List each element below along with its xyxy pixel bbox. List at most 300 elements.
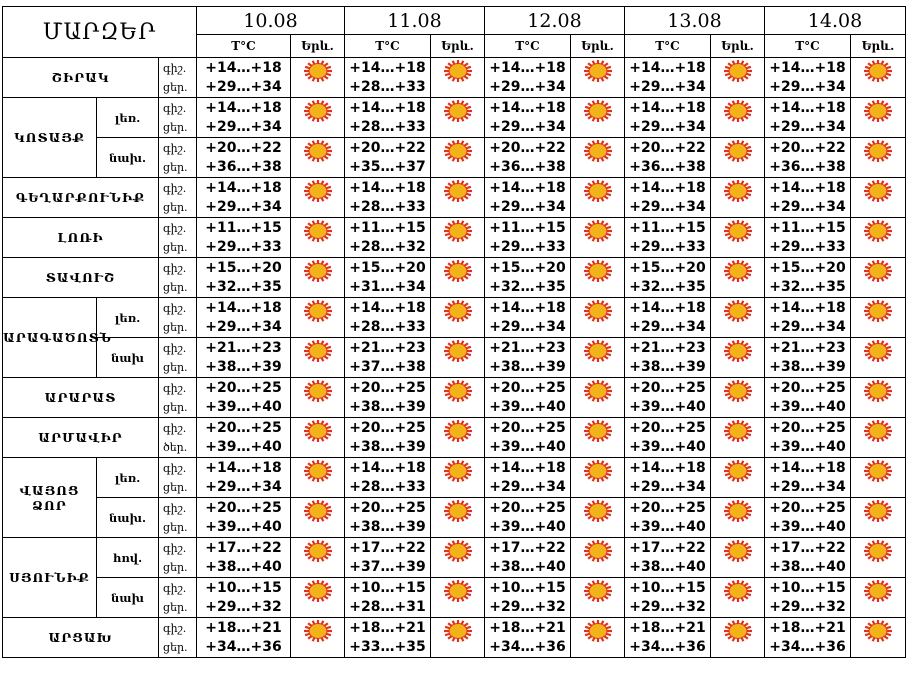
region-name: ՍՅՈՒՆԻՔ: [3, 538, 97, 618]
region-name: ՏԱՎՈՒՇ: [3, 258, 159, 298]
day-temp: +38…+39: [769, 358, 846, 375]
day-temp: +28…+33: [349, 118, 426, 135]
subregion-label: լեռ.: [97, 458, 159, 498]
night-temp: +21…+23: [205, 339, 282, 356]
day-label: ցեր.: [163, 200, 188, 214]
temp-cell: [765, 418, 851, 458]
sun-icon: [723, 508, 753, 527]
sun-icon: [443, 508, 473, 527]
temp-cell: [197, 98, 291, 138]
night-label: գիշ.: [163, 261, 187, 275]
weather-cell: [291, 298, 345, 338]
day-temp: +29…+34: [629, 198, 706, 215]
weather-cell: [291, 58, 345, 98]
night-temp: +17…+22: [349, 539, 426, 556]
temp-cell: [765, 98, 851, 138]
time-labels: [159, 138, 197, 178]
day-temp: +32…+35: [769, 278, 846, 295]
weather-cell: [851, 98, 906, 138]
sun-icon: [583, 348, 613, 367]
weather-cell: [431, 418, 485, 458]
time-labels: [159, 258, 197, 298]
night-temp: +15…+20: [629, 259, 706, 276]
night-temp: +20…+25: [489, 419, 566, 436]
region-name: ԱՐԱՐԱՏ: [3, 378, 159, 418]
weather-cell: [291, 98, 345, 138]
temp-cell: [197, 338, 291, 378]
day-temp: +39…+40: [205, 438, 282, 455]
time-labels: [159, 578, 197, 618]
sun-icon: [443, 628, 473, 647]
weather-cell: [431, 338, 485, 378]
temp-cell: [625, 298, 711, 338]
weather-cell: [571, 618, 625, 658]
night-temp: +14…+18: [349, 179, 426, 196]
temp-cell: [485, 618, 571, 658]
weather-cell: [291, 218, 345, 258]
night-temp: +11…+15: [205, 219, 282, 236]
day-temp: +29…+33: [489, 238, 566, 255]
temp-cell: [197, 218, 291, 258]
temp-cell: [485, 458, 571, 498]
sun-icon: [723, 308, 753, 327]
temp-cell: [485, 218, 571, 258]
time-labels: [159, 298, 197, 338]
weather-cell: [431, 578, 485, 618]
night-temp: +11…+15: [349, 219, 426, 236]
temp-col-header: T°C: [625, 35, 711, 58]
weather-cell: [711, 178, 765, 218]
temp-cell: [625, 58, 711, 98]
weather-cell: [851, 378, 906, 418]
sun-icon: [583, 108, 613, 127]
day-temp: +38…+39: [489, 358, 566, 375]
region-row: [3, 618, 906, 658]
day-temp: +32…+35: [489, 278, 566, 295]
night-temp: +14…+18: [769, 299, 846, 316]
day-temp: +29…+33: [769, 238, 846, 255]
region-row: [3, 298, 906, 338]
sun-icon: [583, 228, 613, 247]
subregion-label: նախ: [97, 578, 159, 618]
sun-icon: [303, 628, 333, 647]
night-temp: +14…+18: [769, 59, 846, 76]
day-temp: +38…+39: [205, 358, 282, 375]
night-temp: +21…+23: [769, 339, 846, 356]
day-temp: +36…+38: [489, 158, 566, 175]
regions-header: ՄԱՐԶԵՐ: [3, 7, 197, 58]
temp-cell: [345, 258, 431, 298]
sun-icon: [443, 68, 473, 87]
sun-icon: [723, 188, 753, 207]
region-row: [3, 98, 906, 138]
night-temp: +21…+23: [489, 339, 566, 356]
time-labels: [159, 618, 197, 658]
date-header: 13.08: [625, 7, 765, 35]
weather-cell: [851, 178, 906, 218]
region-row: [3, 338, 906, 378]
night-label: գիշ.: [163, 501, 187, 515]
weather-cell: [291, 378, 345, 418]
day-temp: +29…+32: [629, 598, 706, 615]
weather-cell: [851, 258, 906, 298]
temp-cell: [197, 58, 291, 98]
sun-icon: [723, 588, 753, 607]
day-temp: +29…+34: [489, 78, 566, 95]
day-temp: +29…+34: [629, 78, 706, 95]
sun-icon: [723, 548, 753, 567]
day-temp: +29…+34: [769, 78, 846, 95]
day-temp: +29…+34: [629, 318, 706, 335]
sun-icon: [303, 388, 333, 407]
night-label: գիշ.: [163, 141, 187, 155]
day-temp: +39…+40: [205, 398, 282, 415]
night-temp: +17…+22: [489, 539, 566, 556]
weather-cell: [711, 338, 765, 378]
night-temp: +20…+25: [769, 419, 846, 436]
temp-cell: [625, 618, 711, 658]
night-label: գիշ.: [163, 101, 187, 115]
weather-cell: [291, 338, 345, 378]
day-label: ցեր.: [163, 520, 188, 534]
day-label: ցեր.: [163, 600, 188, 614]
sun-icon: [443, 268, 473, 287]
night-temp: +20…+25: [205, 499, 282, 516]
weather-cell: [711, 378, 765, 418]
weather-cell: [291, 618, 345, 658]
night-temp: +20…+25: [629, 379, 706, 396]
night-label: գիշ.: [163, 581, 187, 595]
subregion-label: հով.: [97, 538, 159, 578]
sun-icon: [863, 148, 893, 167]
day-temp: +34…+36: [205, 638, 282, 655]
weather-cell: [571, 538, 625, 578]
weather-cell: [431, 378, 485, 418]
temp-cell: [765, 298, 851, 338]
night-temp: +15…+20: [489, 259, 566, 276]
night-temp: +18…+21: [769, 619, 846, 636]
sun-icon: [303, 268, 333, 287]
weather-cell: [431, 498, 485, 538]
day-label: ցեր.: [163, 160, 188, 174]
day-temp: +29…+33: [205, 238, 282, 255]
region-name: ԼՈՌԻ: [3, 218, 159, 258]
day-temp: +32…+35: [205, 278, 282, 295]
sun-icon: [303, 308, 333, 327]
sun-icon: [583, 308, 613, 327]
temp-cell: [625, 218, 711, 258]
night-temp: +10…+15: [349, 579, 426, 596]
sun-icon: [303, 188, 333, 207]
day-label: ցեր.: [163, 360, 188, 374]
sun-icon: [583, 68, 613, 87]
weather-cell: [431, 258, 485, 298]
sun-icon: [583, 628, 613, 647]
region-row: [3, 498, 906, 538]
time-labels: [159, 218, 197, 258]
sun-icon: [443, 348, 473, 367]
sun-icon: [583, 428, 613, 447]
night-temp: +20…+25: [205, 419, 282, 436]
temp-cell: [625, 338, 711, 378]
temp-cell: [485, 258, 571, 298]
temp-cell: [485, 338, 571, 378]
day-temp: +38…+40: [769, 558, 846, 575]
weather-cell: [571, 218, 625, 258]
day-temp: +34…+36: [489, 638, 566, 655]
sun-icon: [303, 468, 333, 487]
day-temp: +38…+39: [349, 398, 426, 415]
temp-cell: [345, 218, 431, 258]
night-temp: +11…+15: [769, 219, 846, 236]
day-temp: +39…+40: [769, 438, 846, 455]
day-temp: +39…+40: [629, 518, 706, 535]
night-temp: +17…+22: [629, 539, 706, 556]
day-label: ցեր.: [163, 480, 188, 494]
temp-cell: [485, 298, 571, 338]
weather-cell: [431, 218, 485, 258]
weather-cell: [571, 178, 625, 218]
sun-icon: [863, 388, 893, 407]
weather-cell: [851, 138, 906, 178]
sun-icon: [583, 388, 613, 407]
temp-col-header: T°C: [197, 35, 291, 58]
night-temp: +20…+25: [349, 419, 426, 436]
sun-icon: [723, 428, 753, 447]
night-label: գիշ.: [163, 541, 187, 555]
sun-icon: [863, 68, 893, 87]
temp-cell: [345, 138, 431, 178]
region-name: ՇԻՐԱԿ: [3, 58, 159, 98]
night-temp: +14…+18: [629, 59, 706, 76]
sun-icon: [583, 148, 613, 167]
day-temp: +39…+40: [629, 438, 706, 455]
temp-cell: [197, 378, 291, 418]
sun-icon: [863, 508, 893, 527]
temp-cell: [197, 298, 291, 338]
temp-cell: [625, 258, 711, 298]
time-labels: [159, 98, 197, 138]
temp-cell: [345, 458, 431, 498]
temp-cell: [197, 538, 291, 578]
weather-col-header: Երև.: [571, 35, 625, 58]
weather-cell: [431, 538, 485, 578]
day-temp: +29…+34: [489, 198, 566, 215]
weather-cell: [851, 218, 906, 258]
weather-cell: [571, 98, 625, 138]
day-temp: +34…+36: [769, 638, 846, 655]
night-temp: +14…+18: [629, 99, 706, 116]
weather-cell: [851, 618, 906, 658]
day-temp: +28…+33: [349, 318, 426, 335]
temp-cell: [345, 338, 431, 378]
day-temp: +29…+34: [489, 318, 566, 335]
sun-icon: [863, 348, 893, 367]
temp-cell: [625, 578, 711, 618]
region-name: ԱՐԱԳԱԾՈՏՆ: [3, 298, 97, 378]
day-temp: +29…+34: [769, 118, 846, 135]
temp-cell: [345, 578, 431, 618]
weather-cell: [711, 98, 765, 138]
forecast-table: [2, 6, 906, 658]
date-header: 14.08: [765, 7, 906, 35]
subregion-label: լեռ.: [97, 298, 159, 338]
temp-cell: [485, 418, 571, 458]
night-temp: +18…+21: [205, 619, 282, 636]
temp-cell: [625, 378, 711, 418]
sun-icon: [723, 628, 753, 647]
night-temp: +14…+18: [489, 99, 566, 116]
region-row: [3, 538, 906, 578]
night-temp: +14…+18: [489, 299, 566, 316]
subregion-label: լեռ.: [97, 98, 159, 138]
sun-icon: [443, 388, 473, 407]
weather-cell: [571, 338, 625, 378]
day-temp: +33…+35: [349, 638, 426, 655]
night-label: գիշ.: [163, 621, 187, 635]
time-labels: [159, 178, 197, 218]
day-temp: +29…+34: [205, 118, 282, 135]
temp-cell: [345, 298, 431, 338]
weather-cell: [431, 178, 485, 218]
time-labels: [159, 58, 197, 98]
night-temp: +20…+25: [769, 499, 846, 516]
weather-cell: [711, 298, 765, 338]
temp-cell: [197, 498, 291, 538]
weather-cell: [291, 418, 345, 458]
sun-icon: [723, 348, 753, 367]
day-temp: +39…+40: [205, 518, 282, 535]
weather-cell: [851, 58, 906, 98]
day-temp: +39…+40: [489, 518, 566, 535]
night-temp: +20…+25: [629, 419, 706, 436]
time-labels: [159, 538, 197, 578]
day-label: ցեր.: [163, 80, 188, 94]
day-temp: +38…+40: [489, 558, 566, 575]
region-name: ԱՐՄԱՎԻՐ: [3, 418, 159, 458]
date-header: 10.08: [197, 7, 345, 35]
day-temp: +39…+40: [769, 398, 846, 415]
temp-cell: [345, 378, 431, 418]
night-label: գիշ.: [163, 181, 187, 195]
sun-icon: [443, 588, 473, 607]
weather-cell: [711, 138, 765, 178]
sun-icon: [443, 548, 473, 567]
day-temp: +29…+32: [769, 598, 846, 615]
weather-cell: [851, 538, 906, 578]
day-label: ցեր.: [163, 120, 188, 134]
sun-icon: [303, 428, 333, 447]
weather-cell: [711, 538, 765, 578]
night-temp: +14…+18: [489, 179, 566, 196]
weather-cell: [851, 418, 906, 458]
weather-cell: [291, 138, 345, 178]
night-temp: +14…+18: [205, 59, 282, 76]
region-row: [3, 458, 906, 498]
weather-cell: [571, 138, 625, 178]
sun-icon: [443, 188, 473, 207]
sun-icon: [303, 108, 333, 127]
day-temp: +39…+40: [489, 398, 566, 415]
temp-cell: [625, 98, 711, 138]
subregion-label: նախ.: [97, 498, 159, 538]
temp-cell: [345, 618, 431, 658]
sun-icon: [863, 268, 893, 287]
day-temp: +36…+38: [205, 158, 282, 175]
sun-icon: [723, 268, 753, 287]
day-label: ցեր.: [163, 240, 188, 254]
weather-cell: [291, 538, 345, 578]
day-temp: +29…+34: [629, 118, 706, 135]
night-temp: +14…+18: [349, 99, 426, 116]
temp-cell: [485, 138, 571, 178]
temp-cell: [345, 418, 431, 458]
temp-cell: [765, 458, 851, 498]
day-label: ցեր.: [163, 320, 188, 334]
night-temp: +15…+20: [349, 259, 426, 276]
sun-icon: [863, 468, 893, 487]
day-label: ցեր.: [163, 640, 188, 654]
sun-icon: [583, 508, 613, 527]
sun-icon: [583, 188, 613, 207]
temp-cell: [197, 178, 291, 218]
temp-cell: [765, 58, 851, 98]
region-row: [3, 578, 906, 618]
day-temp: +36…+38: [769, 158, 846, 175]
sun-icon: [863, 588, 893, 607]
sun-icon: [723, 68, 753, 87]
night-temp: +14…+18: [349, 59, 426, 76]
weather-cell: [431, 138, 485, 178]
night-temp: +10…+15: [629, 579, 706, 596]
weather-cell: [571, 258, 625, 298]
temp-cell: [485, 378, 571, 418]
weather-cell: [431, 98, 485, 138]
day-temp: +29…+32: [489, 598, 566, 615]
sun-icon: [303, 348, 333, 367]
temp-cell: [345, 178, 431, 218]
sun-icon: [583, 268, 613, 287]
sun-icon: [723, 148, 753, 167]
time-labels: [159, 338, 197, 378]
temp-cell: [197, 138, 291, 178]
weather-cell: [431, 58, 485, 98]
time-labels: [159, 498, 197, 538]
night-temp: +11…+15: [489, 219, 566, 236]
night-temp: +20…+25: [205, 379, 282, 396]
night-temp: +20…+25: [349, 379, 426, 396]
sun-icon: [303, 588, 333, 607]
weather-col-header: Երև.: [851, 35, 906, 58]
night-temp: +15…+20: [769, 259, 846, 276]
temp-cell: [625, 178, 711, 218]
night-temp: +20…+22: [629, 139, 706, 156]
night-temp: +10…+15: [769, 579, 846, 596]
sun-icon: [443, 468, 473, 487]
subregion-label: նախ.: [97, 138, 159, 178]
day-temp: +39…+40: [629, 398, 706, 415]
weather-cell: [571, 298, 625, 338]
night-label: գիշ.: [163, 61, 187, 75]
weather-col-header: Երև.: [711, 35, 765, 58]
day-temp: +29…+34: [769, 478, 846, 495]
day-temp: +28…+32: [349, 238, 426, 255]
day-temp: +34…+36: [629, 638, 706, 655]
weather-cell: [711, 418, 765, 458]
night-temp: +20…+22: [349, 139, 426, 156]
sun-icon: [583, 468, 613, 487]
night-temp: +21…+23: [629, 339, 706, 356]
